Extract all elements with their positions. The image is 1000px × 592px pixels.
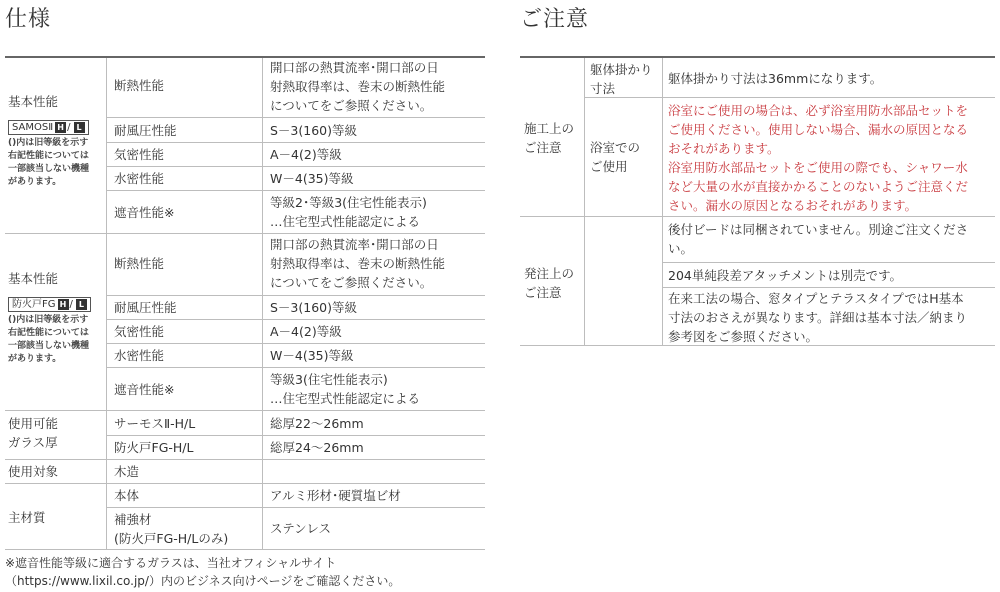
- order-row-3: 在来工法の場合、窓タイプとテラスタイプではH基本 寸法のおさえが異なります。詳細は基本寸法／納まり 参考図をご参照ください。: [668, 291, 968, 344]
- construction-row-1: 躯体掛かり 寸法: [590, 62, 653, 96]
- spec-col-divider: [106, 58, 107, 505]
- spec-heading: 仕様: [5, 7, 52, 32]
- construction-row-2: 浴室での ご使用: [590, 140, 641, 174]
- glass-label: 使用可能 ガラス厚: [8, 416, 59, 450]
- row2-sound-value: 等級3(住宅性能表示) …住宅型式性能認定による: [270, 372, 421, 406]
- target-value: 木造: [114, 464, 140, 479]
- material-row-1-value: アルミ形材･硬質塩ビ材: [270, 488, 401, 503]
- row-airtight-value: A－4(2)等級: [270, 147, 342, 162]
- row2-watertight-value: W－4(35)等級: [270, 348, 354, 363]
- row-watertight: 水密性能: [114, 171, 165, 186]
- group2-badge: 防火戸FG H / L: [8, 292, 91, 312]
- target-label: 使用対象: [8, 464, 59, 479]
- row2-sound: 遮音性能※: [114, 382, 175, 397]
- row-wind: 耐風圧性能: [114, 123, 177, 138]
- glass-row-1-value: 総厚22～26mm: [270, 416, 364, 431]
- material-row-2: 補強材 (防火戸FG-H/Lのみ): [114, 512, 229, 546]
- row-insulation: 断熱性能: [114, 78, 165, 93]
- notes-heading: ご注意: [520, 7, 590, 32]
- row2-wind: 耐風圧性能: [114, 300, 177, 315]
- glass-row-1: サーモスⅡ-H/L: [114, 416, 196, 431]
- order-row-1: 後付ビードは同梱されていません。別途ご注文くださ い。: [668, 222, 969, 256]
- material-row-2-value: ステンレス: [270, 521, 331, 536]
- group1-badge: SAMOSⅡ H / L: [8, 115, 89, 135]
- order-row-2: 204単純段差アタッチメントは別売です。: [668, 268, 902, 283]
- order-label: 発注上の ご注意: [524, 266, 575, 300]
- spec-col-divider-2: [262, 58, 263, 505]
- glass-row-2-value: 総厚24～26mm: [270, 440, 364, 455]
- spec-footnote: ※遮音性能等級に適合するガラスは、当社オフィシャルサイト （https://www.lixil.co.jp/）内のビジネス向けページをご確認ください。: [5, 556, 401, 588]
- material-row-1: 本体: [114, 488, 140, 503]
- notes-top-rule: [520, 56, 995, 58]
- row2-wind-value: S－3(160)等級: [270, 300, 357, 315]
- group1-note: ()内は旧等級を示す 右記性能については 一部該当しない機種 があります。: [8, 138, 90, 187]
- construction-row-1-value: 躯体掛かり寸法は36mmになります。: [668, 71, 883, 86]
- row-sound-value: 等級2･等級3(住宅性能表示) …住宅型式性能認定による: [270, 195, 427, 229]
- row2-airtight: 気密性能: [114, 324, 165, 339]
- row2-insulation-value: 開口部の熱貫流率･開口部の日 射熱取得率は、巻末の断熱性能 についてをご参照ください。: [270, 237, 446, 290]
- construction-row-2-value: 浴室にご使用の場合は、必ず浴室用防水部品セットを ご使用ください。使用しない場合、漏水の原因となる おそれがあります。 浴室用防水部品セットをご使用の際でも、シャワー水 など大量の水が直接かかることのないようご注意くだ さい。漏水の原因となるおそれがあります。: [668, 103, 969, 213]
- row2-airtight-value: A－4(2)等級: [270, 324, 342, 339]
- row2-watertight: 水密性能: [114, 348, 165, 363]
- row-sound: 遮音性能※: [114, 205, 175, 220]
- construction-label: 施工上の ご注意: [524, 121, 575, 155]
- row2-insulation: 断熱性能: [114, 256, 165, 271]
- material-label: 主材質: [8, 510, 46, 525]
- row-watertight-value: W－4(35)等級: [270, 171, 354, 186]
- glass-row-2: 防火戸FG-H/L: [114, 440, 194, 455]
- group2-note: ()内は旧等級を示す 右記性能については 一部該当しない機種 があります。: [8, 315, 90, 364]
- group1-label: 基本性能: [8, 94, 59, 109]
- row-airtight: 気密性能: [114, 147, 165, 162]
- group2-label: 基本性能: [8, 271, 59, 286]
- row-insulation-value: 開口部の熱貫流率･開口部の日 射熱取得率は、巻末の断熱性能 についてをご参照ください。: [270, 60, 446, 113]
- row-wind-value: S－3(160)等級: [270, 123, 357, 138]
